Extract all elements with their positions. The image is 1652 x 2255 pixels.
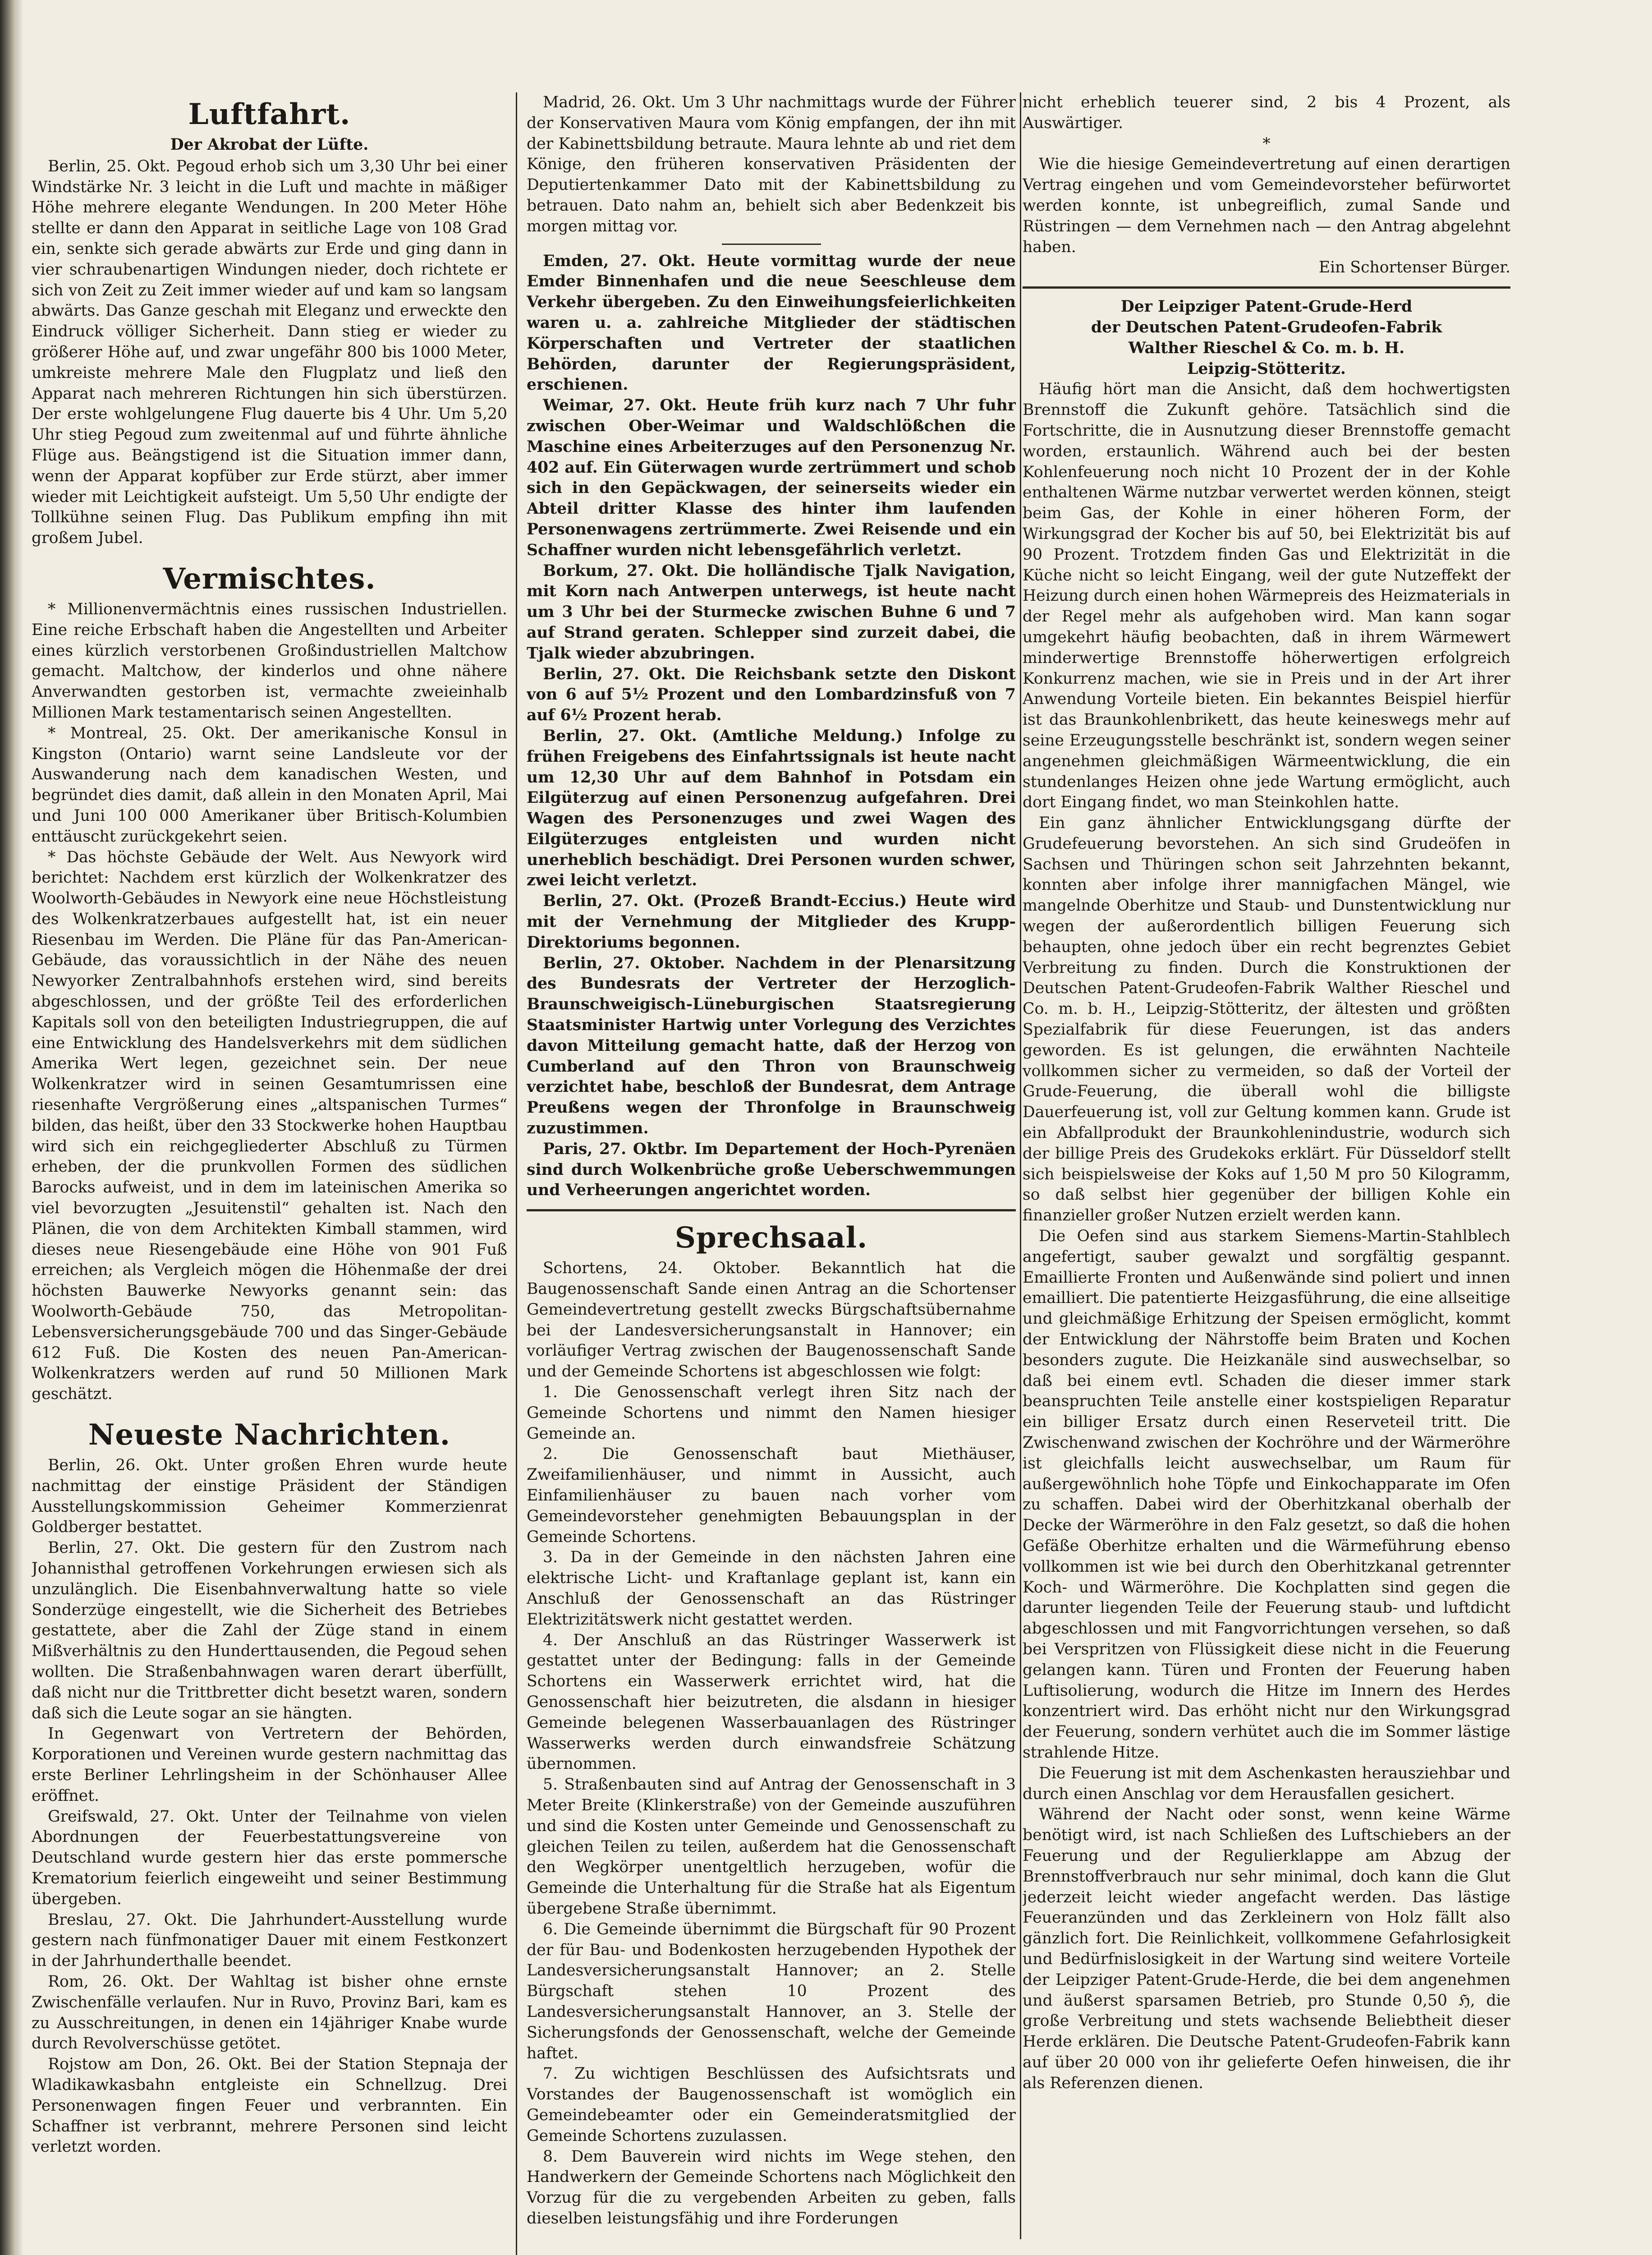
ad-paragraph: Häufig hört man die Ansicht, daß dem hochwertigsten Brennstoff die Zukunft gehöre. Tatsächlich sind die Fortschritte, die in Ausnutzung dieser Brennstoffe gemacht worden, erstaunlich. Während auch bei der besten Kohlenfeuerung noch nicht 10 Prozent der in der Kohle enthaltenen Wärme nutzbar verwertet werden können, steigt beim Gas, der Kohle in einer höheren Form, der Wirkungsgrad der Kocher bis auf 50, bei Elektrizität bis auf 90 Prozent. Trotzdem finden Gas und Elektrizität in die Küche nicht so leicht Eingang, weil der gute Nutzeffekt der Heizung durch einen hohen Wärmepreis des Heizmaterials in der Regel mehr als aufgehoben wird. Man kann sogar umgekehrt häufig beobachten, daß in ihrem Wärmewert minderwertige Brennstoffe höherwertigen erfolgreich Konkurrenz machen, wie sie in Preis und in der Art ihrer Anwendung Vorteile bieten. Ein bekanntes Beispiel hierfür ist das Braunkohlenbrikett, das heute keineswegs mehr auf seine Erzeugungsstelle beschränkt ist, sondern wegen seiner angenehmen gleichmäßigen Wärmeentwicklung, die ein stundenlanges Heizen ohne jede Wartung ermöglicht, auch dort Eingang findet, wo man Steinkohlen hatte. — [1023, 380, 1510, 812]
contract-item: 3. Da in der Gemeinde in den nächsten Jahren eine elektrische Licht- und Kraftanlage geplant ist, kann ein Anschluß der Genossenschaft an das Rüstringer Elektrizitätswerk nicht gestattet werden. — [527, 1548, 1016, 1629]
article-hoechstes-gebaeude: * Das höchste Gebäude der Welt. Aus Newyork wird berichtet: Nachdem erst kürzlich der Wolkenkratzer des Woolworth-Gebäudes in Newyork eine neue Höchstleistung des Wolkenkratzerbaues aufgestellt hat, ist ein neuer Riesenbau im Werden. Die Pläne für das Pan-American-Gebäude, das voraussichtlich in der Nähe des neuen Newyorker Zentralbahnhofs erstehen wird, sind bereits abgeschlossen, und der größte Teil des erforderlichen Kapitals soll von den beteiligten Industriegruppen, die auf eine Entwicklung des Handelsverkehrs mit dem südlichen Amerika Wert legen, gezeichnet sein. Der neue Wolkenkratzer wird in seinen Gesamtumrissen eine riesenhafte Vergrößerung eines „altspanischen Turmes“ bilden, das heißt, über den 33 Stockwerke hohen Hauptbau wird sich ein reichgegliederter Abschluß zu Türmen erheben, der die prunkvollen Formen des südlichen Barocks aufweist, und in dem im lateinischen Amerika so viel bevorzugten „Jesuitenstil“ gehalten ist. Nach den Plänen, die von dem Architekten Kimball stammen, wird dieses neue Riesengebäude eine Höhe von 901 Fuß erreichen; als Vergleich mögen die Höhenmaße der drei höchsten Bauwerke Newyorks genannt sein: das Woolworth-Gebäude 750, das Metropolitan-Lebensversicherungsgebäude 700 und das Singer-Gebäude 612 Fuß. Die Kosten des neuen Pan-American-Wolkenkratzers werden auf rund 50 Millionen Mark geschätzt. — [32, 848, 507, 1404]
contract-item: 2. Die Genossenschaft baut Miethäuser, Zweifamilienhäuser, und nimmt in Aussicht, auch Einfamilienhäuser zu bauen nach vorher vom Gemeindevorsteher genehmigten Bebauungsplan in der Gemeinde Schortens. — [527, 1445, 1016, 1546]
page-gutter-shadow — [15, 0, 23, 2255]
column-3 — [1023, 92, 1510, 2255]
contract-item: 8. Dem Bauverein wird nichts im Wege stehen, den Handwerkern der Gemeinde Schortens nach Möglichkeit den Vorzug für die zu vergebenden Arbeiten zu geben, falls dieselben leistungsfähig und ihre Forderungen — [527, 2147, 1016, 2227]
sprechsaal-continuation: nicht erheblich teuerer sind, 2 bis 4 Prozent, als Auswärtiger. — [1023, 93, 1510, 132]
ad-heading-line-3: Walther Rieschel & Co. m. b. H. — [1128, 339, 1405, 357]
section-title-luftfahrt: Luftfahrt. — [188, 97, 351, 131]
separator-rule — [722, 244, 821, 245]
article-millionenvermaechtnis: * Millionenvermächtnis eines russischen Industriellen. Eine reiche Erbschaft haben die Angestellten und Arbeiter eines kürzlich verstorbenen Großindustriellen Maltchow gemacht. Maltchow, der kinderlos und ohne nähere Anverwandten gestorben ist, vermachte zweieinhalb Millionen Mark testamentarisch seinen Angestellten. — [32, 600, 507, 722]
article-luftfahrt: Berlin, 25. Okt. Pegoud erhob sich um 3,30 Uhr bei einer Windstärke Nr. 3 leicht in die Luft und machte in mäßiger Höhe mehrere elegante Wendungen. In 200 Meter Höhe stellte er dann den Apparat in seitliche Lage von 108 Grad ein, senkte sich gerade abwärts zur Erde und ging dann in vier schraubenartigen Windungen nieder, doch richtete er sich von Zeit zu Zeit immer wieder auf und kam so langsam abwärts. Das Ganze geschah mit Eleganz und erweckte den Eindruck völliger Sicherheit. Dann stieg er wieder zu größerer Höhe auf, und zwar ungefähr 800 bis 1000 Meter, umkreiste mehrere Male den Flugplatz und ließ den Apparat nach mehreren Richtungen hin sich überstürzen. Der erste wohlgelungene Flug dauerte bis 4 Uhr. Um 5,20 Uhr stieg Pegoud zum zweitenmal auf und führte ähnliche Flüge aus. Beängstigend ist die Situation immer dann, wenn der Apparat kopfüber zur Erde stürzt, aber immer wieder mit Leichtigkeit aufsteigt. Um 5,50 Uhr endigte der Tollkühne seinen Flug. Das Publikum empfing ihn mit großem Jubel. — [32, 157, 507, 548]
news-berlin-johannisthal: Berlin, 27. Okt. Die gestern für den Zustrom nach Johannisthal getroffenen Vorkehrungen erwiesen sich als unzulänglich. Die Eisenbahnverwaltung hatte so viele Sonderzüge eingestellt, wie die Sicherheit des Betriebes gestattete, aber die Zahl der Züge stand in einem Mißverhältnis zu den Hunderttausenden, die Pegoud sehen wollten. Die Straßenbahnwagen waren derart überfüllt, daß nicht nur die Trittbretter dicht besetzt waren, sondern daß sich die Leute sogar an sie hängten. — [32, 1539, 507, 1722]
section-title-vermischtes: Vermischtes. — [163, 561, 376, 596]
news-paris: Paris, 27. Oktbr. Im Departement der Hoch-Pyrenäen sind durch Wolkenbrüche große Ueberschwemmungen und Verheerungen angerichtet worden. — [527, 1140, 1016, 1200]
column-2 — [527, 92, 1016, 2255]
sprechsaal-intro: Schortens, 24. Oktober. Bekanntlich hat die Baugenossenschaft Sande einen Antrag an die Schortenser Gemeindevertretung gestellt zwecks Bürgschaftsübernahme bei der Landesversicherungsanstalt in Hannover; ein vorläufiger Vertrag zwischen der Baugenossenschaft Sande und der Gemeinde Schortens ist abgeschlossen wie folgt: — [527, 1259, 1016, 1381]
column-rule-1 — [516, 92, 517, 2255]
news-borkum: Borkum, 27. Okt. Die holländische Tjalk Navigation, mit Korn nach Antwerpen unterwegs, ist heute nacht um 3 Uhr bei der Sturmecke zwischen Buhne 6 und 7 auf Strand geraten. Schlepper sind zurzeit dabei, die Tjalk wieder abzubringen. — [527, 561, 1016, 663]
ad-heading-line-4: Leipzig-Stötteritz. — [1187, 359, 1346, 378]
asterisk-divider: * — [1262, 134, 1271, 153]
news-berlin-goldberger: Berlin, 26. Okt. Unter großen Ehren wurde heute nachmittag der einstige Präsident der Ständigen Ausstellungskommission Geheimer Kommerzienrat Goldberger bestattet. — [32, 1456, 507, 1537]
section-rule — [527, 1209, 1016, 1211]
ad-paragraph: Die Oefen sind aus starkem Siemens-Martin-Stahlblech angefertigt, sauber gewalzt und sorgfältig gespannt. Emaillierte Fronten und Außenwände sind poliert und innen emailliert. Die patentierte Heizgasführung, die eine allseitige und gleichmäßige Erhitzung der Speisen ermöglicht, kommt der Entwicklung der Nährstoffe beim Braten und Kochen besonders zugute. Die Heizkanäle sind auswechselbar, so daß bei einem evtl. Schaden die dieser immer stark beanspruchten Teile anstelle einer kostspieligen Reparatur ein billiger Ersatz durch einen Reserveteil tritt. Die Zwischenwand zwischen der Kochröhre und der Wärmeröhre ist gleichfalls leicht auswechselbar, um Raum für außergewöhnlich hohe Töpfe und Einkochapparate im Ofen zu schaffen. Dabei wird der Oberhitzkanal oberhalb der Decke der Wärmeröhre in den Falz gesetzt, so daß die hohen Gefäße Oberhitze erhalten und die Wärmeführung ebenso vollkommen ist wie bei durch den Oberhitzkanal getrennter Koch- und Wärmeröhre. Die Kochplatten sind gegen die darunter liegenden Teile der Feuerung staub- und luftdicht abgeschlossen und mit Fangvorrichtungen versehen, so daß bei Verspritzen von Flüssigkeit diese nicht in die Feuerung gelangen kann. Türen und Fronten der Feuerung haben Luftisolierung, wodurch die Hitze im Innern des Herdes konzentriert wird. Das erhöht nicht nur den Wirkungsgrad der Feuerung, sondern verhütet auch die im Sommer lästige strahlende Hitze. — [1023, 1227, 1510, 1762]
contract-item: 6. Die Gemeinde übernimmt die Bürgschaft für 90 Prozent der für Bau- und Bodenkosten herzugebenden Hypothek der Landesversicherungsanstalt Hannover; an 2. Stelle Bürgschaft stehen 10 Prozent des Landesversicherungsanstalt Hannover, an 3. Stelle der Sicherungsfonds der Genossenschaft, welche der Gemeinde haftet. — [527, 1920, 1016, 2062]
ad-paragraph: Während der Nacht oder sonst, wenn keine Wärme benötigt wird, ist nach Schließen des Luftschiebers an der Feuerung und der Regulierklappe am Abzug der Brennstoffverbrauch nur sehr minimal, doch kann die Glut jederzeit leicht wieder angefacht werden. Das lästige Feueranzünden und das Zerkleinern von Holz fällt also gänzlich fort. Die Reinlichkeit, vollkommene Gefahrlosigkeit und Bedürfnislosigkeit in der Wartung sind weitere Vorteile der Leipziger Patent-Grude-Herde, die bei dem angenehmen und äußerst sparsamen Betrieb, pro Stunde 0,50 ℌ, die große Verbreitung und stets wachsende Beliebtheit dieser Herde erklären. Die Deutsche Patent-Grudeofen-Fabrik kann auf über 20 000 von ihr gelieferte Oefen hinweisen, die ihr als Referenzen dienen. — [1023, 1805, 1510, 2092]
news-berlin-potsdam: Berlin, 27. Okt. (Amtliche Meldung.) Infolge zu frühen Freigebens des Einfahrtssignals ist heute nacht um 12,30 Uhr auf dem Bahnhof in Potsdam ein Eilgüterzug auf einen Personenzug aufgefahren. Drei Wagen des Personenzuges und zwei Wagen des Eilgüterzuges entgleisten und wurden nicht unerheblich beschädigt. Drei Personen wurden schwer, zwei leicht verletzt. — [527, 727, 1016, 890]
section-title-nachrichten: Neueste Nachrichten. — [88, 1418, 451, 1452]
letter-signature: Ein Schortenser Bürger. — [1318, 258, 1510, 277]
news-berlin-bundesrat: Berlin, 27. Oktober. Nachdem in der Plenarsitzung des Bundesrats der Vertreter der Herzoglich-Braunschweigisch-Lüneburgischen Staatsregierung Staatsminister Hartwig unter Vorlegung des Verzichtes davon Mitteilung gemacht hatte, daß der Herzog von Cumberland auf den Thron von Braunschweig verzichtet habe, beschloß der Bundesrat, dem Antrage Preußens wegen der Thronfolge in Braunschweig zuzustimmen. — [527, 954, 1016, 1138]
article-montreal: * Montreal, 25. Okt. Der amerikanische Konsul in Kingston (Ontario) warnt seine Landsleute vor der Auswanderung nach dem kanadischen Westen, und begründet dies damit, daß allein in den Monaten April, Mai und Juni 100 000 Amerikaner über Britisch-Kolumbien enttäuscht zurückgekehrt seien. — [32, 724, 507, 846]
news-emden: Emden, 27. Okt. Heute vormittag wurde der neue Emder Binnenhafen und die neue Seeschleuse dem Verkehr übergeben. Zu den Einweihungsfeierlichkeiten waren u. a. zahlreiche Mitglieder der städtischen Körperschaften und Vertreter der staatlichen Behörden, darunter der Regierungspräsident, erschienen. — [527, 252, 1016, 394]
news-berlin-prozess: Berlin, 27. Okt. (Prozeß Brandt-Eccius.) Heute wird mit der Vernehmung der Mitglieder des Krupp-Direktoriums begonnen. — [527, 892, 1016, 952]
ad-paragraph: Die Feuerung ist mit dem Aschenkasten herausziehbar und durch einen Anschlag vor dem Herausfallen gesichert. — [1023, 1764, 1510, 1803]
ad-heading-line-1: Der Leipziger Patent-Grude-Herd — [1120, 298, 1413, 316]
column-rule-2 — [1020, 92, 1021, 2239]
section-title-sprechsaal: Sprechsaal. — [675, 1221, 868, 1255]
sprechsaal-gemeinde: Wie die hiesige Gemeindevertretung auf einen derartigen Vertrag eingehen und vom Gemeindevorsteher befürwortet werden konnte, ist unbegreiflich, zumal Sande und Rüstringen — dem Vernehmen nach — den Antrag abgelehnt haben. — [1023, 155, 1510, 256]
news-rostow: Rojstow am Don, 26. Okt. Bei der Station Stepnaja der Wladikawkasbahn entgleiste ein Schnellzug. Drei Personenwagen fingen Feuer und verbrannten. Ein Schaffner ist verbrannt, mehrere Personen sind leicht verletzt worden. — [32, 2055, 507, 2156]
news-weimar: Weimar, 27. Okt. Heute früh kurz nach 7 Uhr fuhr zwischen Ober-Weimar und Waldschlößchen die Maschine eines Arbeiterzuges auf den Personenzug Nr. 402 auf. Ein Güterwagen wurde zertrümmert und schob sich in den Gepäckwagen, der seinerseits wieder ein Abteil dritter Klasse des hinter ihm laufenden Personenwagens zertrümmerte. Zwei Reisende und ein Schaffner wurden nicht lebensgefährlich verletzt. — [527, 396, 1016, 559]
contract-items — [527, 1382, 1016, 2229]
contract-item: 1. Die Genossenschaft verlegt ihren Sitz nach der Gemeinde Schortens und nimmt den Namen hiesiger Gemeinde an. — [527, 1383, 1016, 1443]
news-rom: Rom, 26. Okt. Der Wahltag ist bisher ohne ernste Zwischenfälle verlaufen. Nur in Ruvo, Provinz Bari, kam es zu Ausschreitungen, in denen ein 14jähriger Knabe wurde durch Revolverschüsse getötet. — [32, 1972, 507, 2053]
subheading-akrobat: Der Akrobat der Lüfte. — [170, 136, 369, 154]
news-greifswald: Greifswald, 27. Okt. Unter der Teilnahme von vielen Abordnungen der Feuerbestattungsvereine von Deutschland wurde gestern hier das erste pommersche Krematorium feierlich eingeweiht und seiner Bestimmung übergeben. — [32, 1807, 507, 1908]
page-binding — [0, 0, 15, 2255]
news-berlin-reichsbank: Berlin, 27. Okt. Die Reichsbank setzte den Diskont von 6 auf 5½ Prozent und den Lombardzinsfuß von 7 auf 6½ Prozent herab. — [527, 665, 1016, 725]
news-berlin-lehrlingsheim: In Gegenwart von Vertretern der Behörden, Korporationen und Vereinen wurde gestern nachmittag das erste Berliner Lehrlingsheim in der Schönhauser Allee eröffnet. — [32, 1725, 507, 1805]
news-madrid: Madrid, 26. Okt. Um 3 Uhr nachmittags wurde der Führer der Konservativen Maura vom König empfangen, der ihn mit der Kabinettsbildung betraute. Maura lehnte ab und riet dem Könige, den früheren konservativen Präsidenten der Deputiertenkammer Dato mit der Kabinettsbildung zu betrauen. Dato nahm an, behielt sich aber Bedenkzeit bis morgen mittag vor. — [527, 93, 1016, 235]
news-breslau: Breslau, 27. Okt. Die Jahrhundert-Ausstellung wurde gestern nach fünfmonatiger Dauer mit einem Festkonzert in der Jahrhunderthalle beendet. — [32, 1910, 507, 1970]
ad-paragraph: Ein ganz ähnlicher Entwicklungsgang dürfte der Grudefeuerung bevorstehen. An sich sind Grudeöfen in Sachsen und Thüringen schon seit Jahrzehnten bekannt, konnten aber infolge ihrer mannigfachen Mängel, wie mangelnde Oberhitze und Staub- und Dunstentwicklung nur wegen der außerordentlich billigen Feuerung sich behaupten, ohne jedoch über ein recht begrenztes Gebiet Verbreitung zu finden. Durch die Konstruktionen der Deutschen Patent-Grudeofen-Fabrik Walther Rieschel und Co. m. b. H., Leipzig-Stötteritz, der ältesten und größten Spezialfabrik für diese Feuerungen, ist das anders geworden. Es ist gelungen, die erwähnten Nachteile vollkommen sicher zu vermeiden, so daß der Vorteil der Grude-Feuerung, die überall wohl die billigste Dauerfeuerung ist, voll zur Geltung kommen kann. Grude ist ein Abfallprodukt der Braunkohlenindustrie, wodurch sich der billige Preis des Grudekoks erklärt. Für Düsseldorf stellt sich beispielsweise der Koks auf 1,50 M pro 50 Kilogramm, so daß selbst hier gegenüber der billigen Kohle ein finanzieller großer Nutzen erzielt werden kann. — [1023, 814, 1510, 1225]
column-1 — [32, 92, 507, 2255]
section-rule — [1023, 286, 1510, 289]
ad-heading-line-2: der Deutschen Patent-Grudeofen-Fabrik — [1091, 318, 1442, 336]
contract-item: 5. Straßenbauten sind auf Antrag der Genossenschaft in 3 Meter Breite (Klinkerstraße) von der Gemeinde auszuführen und sind die Kosten unter Gemeinde und Genossenschaft zu gleichen Teilen zu teilen, außerdem hat die Genossenschaft den Wegkörper unentgeltlich herzugeben, wofür die Gemeinde die Unterhaltung für die Straße hat als Eigentum übergebene Straße übernimmt. — [527, 1776, 1016, 1918]
contract-item: 7. Zu wichtigen Beschlüssen des Aufsichtsrats und Vorstandes der Baugenossenschaft ist womöglich ein Gemeindebeamter oder ein Gemeinderatsmitglied der Gemeinde Schortens zuzulassen. — [527, 2065, 1016, 2145]
contract-item: 4. Der Anschluß an das Rüstringer Wasserwerk ist gestattet unter der Bedingung: falls in der Gemeinde Schortens ein Wasserwerk errichtet wird, hat die Genossenschaft hier beizutreten, die alsdann in hiesiger Gemeinde belegenen Wasserbauanlagen des Rüstringer Wasserwerks werden durch einwandsfreie Schätzung übernommen. — [527, 1631, 1016, 1773]
